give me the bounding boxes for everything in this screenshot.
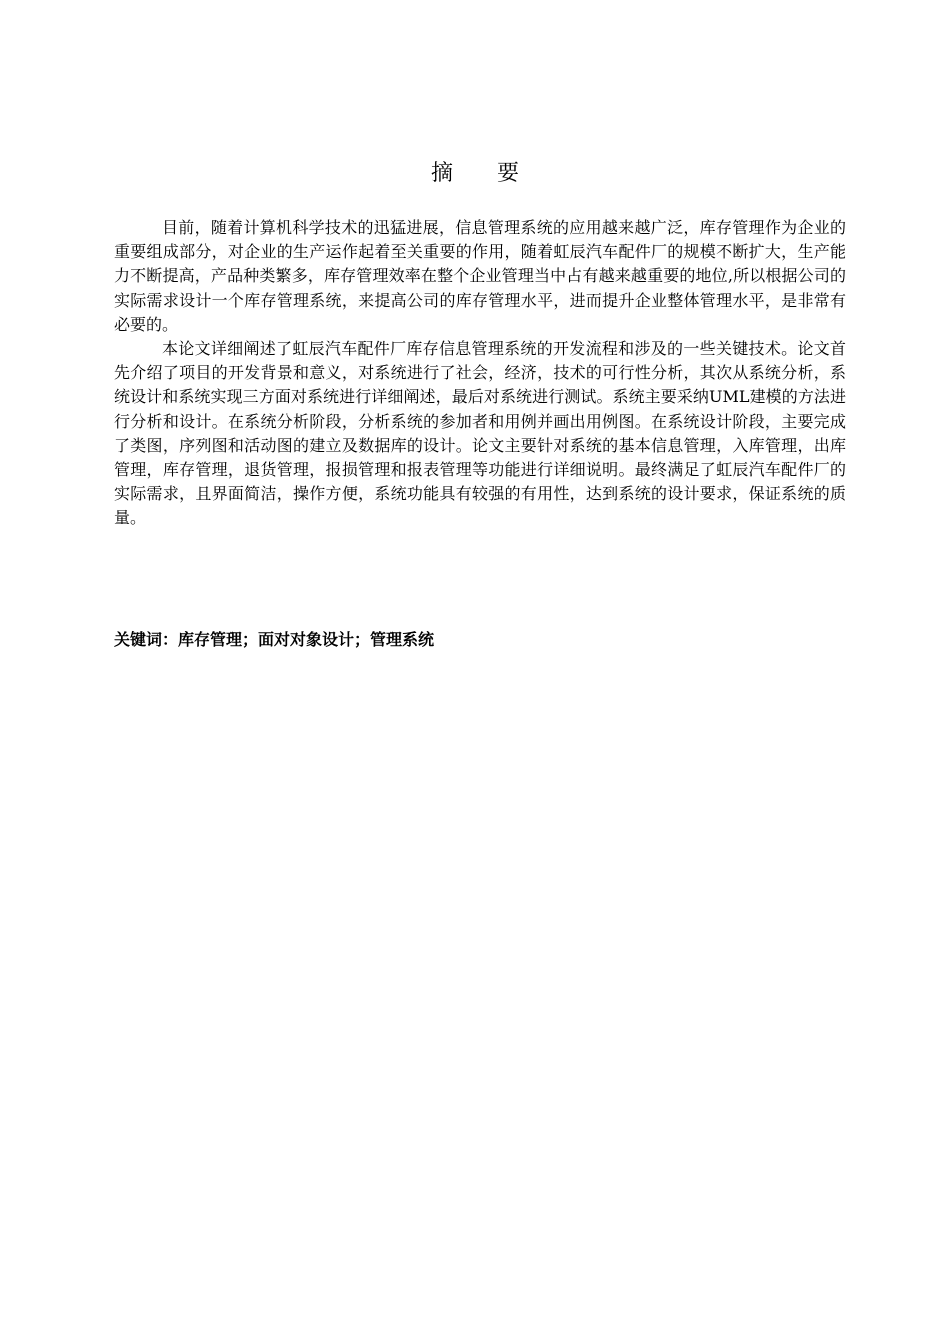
- page-title: [0, 158, 950, 190]
- title-char-1: 摘: [430, 161, 453, 186]
- abstract-body: [114, 216, 846, 531]
- abstract-paragraph-1: 目前，随着计算机科学技术的迅猛进展，信息管理系统的应用越来越广泛，库存管理作为企业的重要组成部分，对企业的生产运作起着至关重要的作用，随着虹辰汽车配件厂的规模不断扩大，生产能力不断提高，产品种类繁多，库存管理效率在整个企业管理当中占有越来越重要的地位,所以根据公司的实际需求设计一个库存管理系统，来提高公司的库存管理水平，进而提升企业整体管理水平，是非常有必要的。: [114, 218, 846, 334]
- abstract-paragraph-2: 本论文详细阐述了虹辰汽车配件厂库存信息管理系统的开发流程和涉及的一些关键技术。论文首先介绍了项目的开发背景和意义，对系统进行了社会，经济，技术的可行性分析，其次从系统分析，系统设计和系统实现三方面对系统进行详细阐述，最后对系统进行测试。系统主要采纳UML建模的方法进行分析和设计。在系统分析阶段，分析系统的参加者和用例并画出用例图。在系统设计阶段，主要完成了类图，序列图和活动图的建立及数据库的设计。论文主要针对系统的基本信息管理，入库管理，出库管理，库存管理，退货管理，报损管理和报表管理等功能进行详细说明。最终满足了虹辰汽车配件厂的实际需求，且界面简洁，操作方便，系统功能具有较强的有用性，达到系统的设计要求，保证系统的质量。: [114, 339, 846, 528]
- title-char-2: 要: [497, 161, 520, 186]
- keywords-line: 关键词：库存管理；面对对象设计；管理系统: [114, 630, 435, 649]
